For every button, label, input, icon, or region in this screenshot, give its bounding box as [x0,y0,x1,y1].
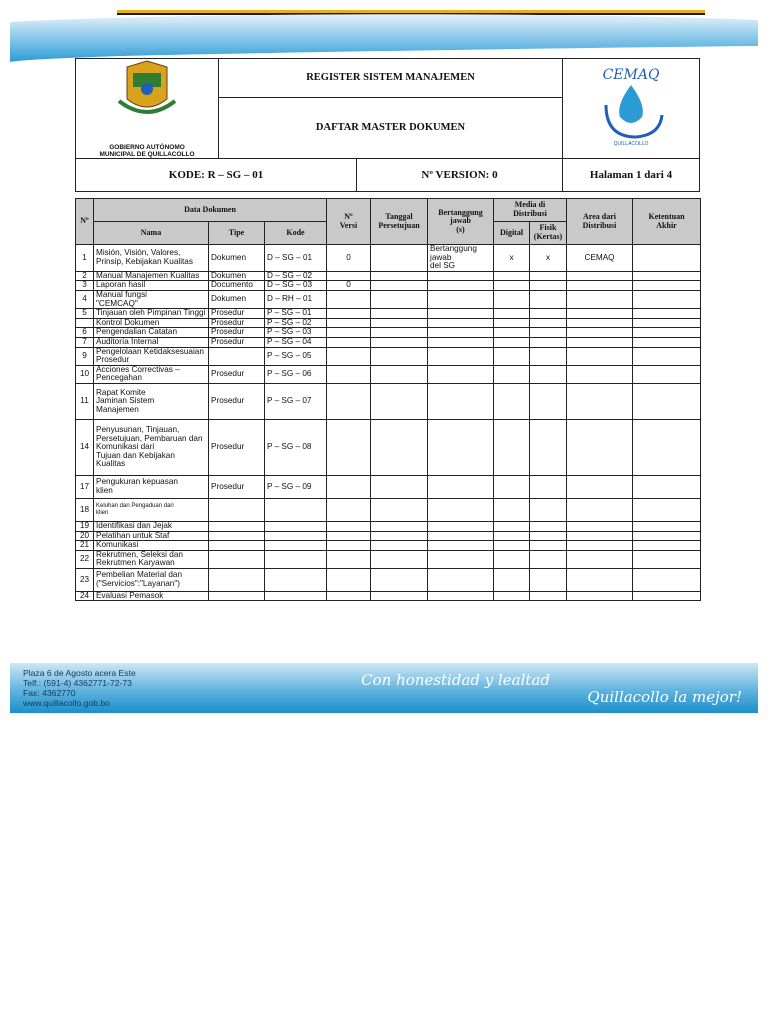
cell-area [567,281,633,291]
cell-resp [428,383,494,419]
cell-area [567,591,633,601]
cell-no: 18 [76,498,94,521]
cell-area [567,318,633,328]
table-row [76,271,701,281]
cell-kode: P – SG – 03 [265,328,327,338]
cell-versi [327,337,371,347]
cell-nama: Pengukuran kepuasan klien [94,475,209,498]
cell-tipe [209,531,265,541]
footer-address-line: Plaza 6 de Agosto acera Este [23,668,136,678]
cell-ket [633,328,701,338]
cell-fisik [530,347,567,365]
municipal-name-line2: MUNICIPAL DE QUILLACOLLO [99,151,195,158]
cell-tanggal [371,245,428,272]
cell-area: CEMAQ [567,245,633,272]
cell-digital [494,328,530,338]
cell-fisik [530,337,567,347]
cell-no: 20 [76,531,94,541]
cell-no: 17 [76,475,94,498]
cell-tipe: Dokumen [209,245,265,272]
col-header-tanggal: Tanggal Persetujuan [371,199,428,245]
cell-resp [428,568,494,591]
cell-tipe: Prosedur [209,318,265,328]
cell-kode: P – SG – 05 [265,347,327,365]
cell-tanggal [371,347,428,365]
cell-kode: D – SG – 02 [265,271,327,281]
cell-kode: P – SG – 02 [265,318,327,328]
cell-kode [265,550,327,568]
cell-ket [633,245,701,272]
col-header-bertanggung: Bertanggung jawab (s) [428,199,494,245]
cell-digital [494,347,530,365]
cell-fisik [530,290,567,308]
cell-kode: P – SG – 09 [265,475,327,498]
cell-area [567,337,633,347]
cell-kode [265,541,327,551]
cell-no: 23 [76,568,94,591]
cell-no: 9 [76,347,94,365]
cell-resp [428,419,494,475]
cell-digital [494,365,530,383]
cell-fisik [530,531,567,541]
cell-versi [327,419,371,475]
cell-resp [428,521,494,531]
cell-fisik [530,328,567,338]
cell-no: 2 [76,271,94,281]
cell-tanggal [371,550,428,568]
cell-versi [327,309,371,319]
cell-digital [494,271,530,281]
water-drop-logo-icon [576,65,686,147]
table-row [76,541,701,551]
cell-tipe [209,568,265,591]
cell-area [567,550,633,568]
cell-versi: 0 [327,245,371,272]
municipal-name-line1: GOBIERNO AUTÓNOMO [109,144,185,151]
cell-digital [494,521,530,531]
cell-tanggal [371,318,428,328]
cell-ket [633,365,701,383]
cell-resp [428,290,494,308]
cell-nama: Acciones Correctivas – Pencegahan [94,365,209,383]
cell-fisik [530,365,567,383]
municipal-crest-icon [97,59,197,139]
cell-nama: Pengelolaan Ketidaksesuaian Prosedur [94,347,209,365]
cell-resp [428,591,494,601]
cell-ket [633,475,701,498]
cell-no: 11 [76,383,94,419]
cell-fisik [530,591,567,601]
cell-fisik [530,475,567,498]
cell-tipe [209,541,265,551]
cell-ket [633,521,701,531]
master-document-table [75,198,701,601]
table-row [76,383,701,419]
cell-ket [633,568,701,591]
cell-ket [633,531,701,541]
page-footer [10,663,758,713]
cell-tanggal [371,281,428,291]
cell-ket [633,591,701,601]
cell-tipe [209,498,265,521]
top-banner [0,0,768,64]
cell-versi [327,383,371,419]
cell-tipe: Prosedur [209,419,265,475]
table-row [76,591,701,601]
cell-tipe: Prosedur [209,383,265,419]
cell-tipe: Documento [209,281,265,291]
cell-versi [327,290,371,308]
cell-tanggal [371,419,428,475]
cell-area [567,271,633,281]
cell-nama: Keluhan dan Pengaduan dari klien [94,498,209,521]
cell-ket [633,541,701,551]
cell-resp [428,271,494,281]
cell-digital [494,281,530,291]
cell-no: 3 [76,281,94,291]
cell-nama: Pengendalian Catatan [94,328,209,338]
cell-digital [494,475,530,498]
cell-tipe: Prosedur [209,337,265,347]
cell-tanggal [371,365,428,383]
cell-resp [428,309,494,319]
cell-versi [327,328,371,338]
cell-tipe: Prosedur [209,309,265,319]
cell-nama: Manual Manajemen Kualitas [94,271,209,281]
cell-tipe: Dokumen [209,290,265,308]
cell-digital: x [494,245,530,272]
cell-no: 14 [76,419,94,475]
cell-fisik [530,498,567,521]
col-header-fisik: Fisik (Kertas) [530,222,567,245]
cell-fisik [530,309,567,319]
cell-nama: Evaluasi Pemasok [94,591,209,601]
cell-tanggal [371,591,428,601]
cell-digital [494,568,530,591]
footer-address [23,668,136,708]
municipal-logo [76,59,219,159]
cell-digital [494,337,530,347]
cell-fisik [530,271,567,281]
table-row [76,290,701,308]
table-row [76,419,701,475]
col-header-nama: Nama [94,222,209,245]
cell-fisik [530,419,567,475]
table-row [76,498,701,521]
cell-tipe: Prosedur [209,475,265,498]
cell-area [567,309,633,319]
cell-nama: Rapat Komite Jaminan Sistem Manajemen [94,383,209,419]
cemaq-wordmark: CEMAQ [602,67,660,83]
cell-versi [327,498,371,521]
cemaq-logo [563,59,700,159]
cell-no: 21 [76,541,94,551]
cell-fisik [530,568,567,591]
footer-fax: Fax: 4362770 [23,688,76,698]
cell-resp [428,541,494,551]
cell-digital [494,541,530,551]
table-row [76,337,701,347]
cell-kode [265,531,327,541]
cell-no: 6 [76,328,94,338]
cell-nama: Pelatihan untuk Staf [94,531,209,541]
col-header-area: Area dari Distribusi [567,199,633,245]
cell-digital [494,419,530,475]
cell-tipe [209,521,265,531]
cell-resp [428,318,494,328]
cell-versi [327,568,371,591]
cell-no: 4 [76,290,94,308]
table-row [76,550,701,568]
cell-area [567,568,633,591]
cell-digital [494,318,530,328]
cell-kode: D – RH – 01 [265,290,327,308]
col-header-ketentuan: Ketentuan Akhir [633,199,701,245]
cemaq-caption: QUILLACOLLO [613,141,649,147]
table-row [76,521,701,531]
cell-resp [428,550,494,568]
cell-no: 10 [76,365,94,383]
cell-resp [428,337,494,347]
cell-tipe [209,347,265,365]
cell-ket [633,383,701,419]
cell-resp [428,347,494,365]
cell-versi [327,521,371,531]
cell-ket [633,347,701,365]
cell-ket [633,281,701,291]
cell-nama: Komunikasi [94,541,209,551]
cell-tanggal [371,383,428,419]
cell-tipe [209,550,265,568]
cell-ket [633,290,701,308]
cell-versi [327,347,371,365]
col-header-no: Nº [76,199,94,245]
document-rows [76,245,701,601]
cell-nama: Rekrutmen, Seleksi dan Rekrutmen Karyawan [94,550,209,568]
cell-tanggal [371,309,428,319]
cell-ket [633,337,701,347]
cell-kode: P – SG – 07 [265,383,327,419]
cell-kode: P – SG – 08 [265,419,327,475]
cell-kode: D – SG – 01 [265,245,327,272]
cell-nama: Identifikasi dan Jejak [94,521,209,531]
cell-resp [428,281,494,291]
cell-area [567,498,633,521]
cell-no: 1 [76,245,94,272]
cell-versi [327,365,371,383]
cell-tanggal [371,328,428,338]
cell-fisik [530,383,567,419]
cell-digital [494,498,530,521]
col-header-versi: Nº Versi [327,199,371,245]
cell-tanggal [371,568,428,591]
footer-phone: Telf.: (591-4) 4362771-72-73 [23,678,132,688]
cell-area [567,475,633,498]
cell-versi [327,550,371,568]
cell-ket [633,309,701,319]
cell-nama: Pembelian Material dan ("Servicios":"Layanan") [94,568,209,591]
cell-area [567,365,633,383]
cell-tanggal [371,475,428,498]
cell-no: 19 [76,521,94,531]
cell-versi [327,318,371,328]
cell-ket [633,318,701,328]
cell-ket [633,550,701,568]
cell-resp [428,475,494,498]
cell-ket [633,419,701,475]
cell-nama: Manual fungsi "CEMCAQ" [94,290,209,308]
table-row [76,347,701,365]
col-header-data-dokumen: Data Dokumen [94,199,327,222]
cell-kode: P – SG – 04 [265,337,327,347]
cell-tipe: Prosedur [209,328,265,338]
cell-kode: D – SG – 03 [265,281,327,291]
cell-nama: Laporan hasil [94,281,209,291]
cell-fisik [530,541,567,551]
cell-tanggal [371,337,428,347]
cell-area [567,328,633,338]
cell-area [567,419,633,475]
cell-digital [494,550,530,568]
col-header-kode: Kode [265,222,327,245]
cell-tanggal [371,521,428,531]
register-title: REGISTER SISTEM MANAJEMEN [219,59,563,98]
cell-resp [428,498,494,521]
cell-kode: P – SG – 06 [265,365,327,383]
cell-versi [327,531,371,541]
cell-tipe [209,591,265,601]
cell-nama: Tinjauan oleh Pimpinan Tinggi [94,309,209,319]
cell-resp [428,328,494,338]
cell-digital [494,531,530,541]
cell-no: 22 [76,550,94,568]
cell-area [567,521,633,531]
table-row [76,281,701,291]
cell-fisik [530,281,567,291]
cell-nama: Misión, Visión, Valores, Prinsip, Kebijakan Kualitas [94,245,209,272]
cell-area [567,347,633,365]
col-header-tipe: Tipe [209,222,265,245]
cell-area [567,290,633,308]
document-header [75,58,700,192]
cell-digital [494,290,530,308]
version-number: Nº VERSION: 0 [357,159,563,192]
cell-no: 7 [76,337,94,347]
cell-tanggal [371,290,428,308]
cell-tipe: Dokumen [209,271,265,281]
cell-nama: Kontrol Dokumen [94,318,209,328]
document-code: KODE: R – SG – 01 [76,159,357,192]
page-indicator: Halaman 1 dari 4 [563,159,700,192]
cell-area [567,383,633,419]
cell-resp [428,365,494,383]
table-row [76,328,701,338]
cell-resp [428,531,494,541]
cell-versi [327,541,371,551]
cell-kode [265,521,327,531]
cell-nama: Penyusunan, Tinjauan, Persetujuan, Pembaruan dan Komunikasi dari Tujuan dan Kebijakan Kualitas [94,419,209,475]
cell-fisik: x [530,245,567,272]
cell-tanggal [371,271,428,281]
cell-kode [265,498,327,521]
col-header-digital: Digital [494,222,530,245]
cell-resp: Bertanggung jawab del SG [428,245,494,272]
cell-kode [265,591,327,601]
master-list-title: DAFTAR MASTER DOKUMEN [219,97,563,158]
cell-versi [327,475,371,498]
table-row [76,245,701,272]
cell-tanggal [371,541,428,551]
cell-nama: Auditoría Internal [94,337,209,347]
cell-versi: 0 [327,281,371,291]
footer-website-link[interactable]: www.quillacollo.gob.bo [23,698,110,708]
cell-digital [494,383,530,419]
cell-fisik [530,550,567,568]
cell-fisik [530,521,567,531]
cell-digital [494,309,530,319]
table-row [76,568,701,591]
table-row [76,475,701,498]
cell-no: 24 [76,591,94,601]
table-row [76,365,701,383]
cell-tanggal [371,498,428,521]
cell-kode: P – SG – 01 [265,309,327,319]
cell-versi [327,591,371,601]
footer-slogan-line2: Quillacollo la mejor! [587,688,742,706]
footer-slogan-line1: Con honestidad y lealtad [361,671,550,689]
cell-no: 5 [76,309,94,319]
cell-area [567,541,633,551]
cell-area [567,531,633,541]
cell-fisik [530,318,567,328]
cell-tanggal [371,531,428,541]
col-header-media: Media di Distribusi [494,199,567,222]
cell-ket [633,498,701,521]
cell-kode [265,568,327,591]
table-row [76,309,701,319]
table-row [76,531,701,541]
cell-tipe: Prosedur [209,365,265,383]
cell-digital [494,591,530,601]
cell-ket [633,271,701,281]
